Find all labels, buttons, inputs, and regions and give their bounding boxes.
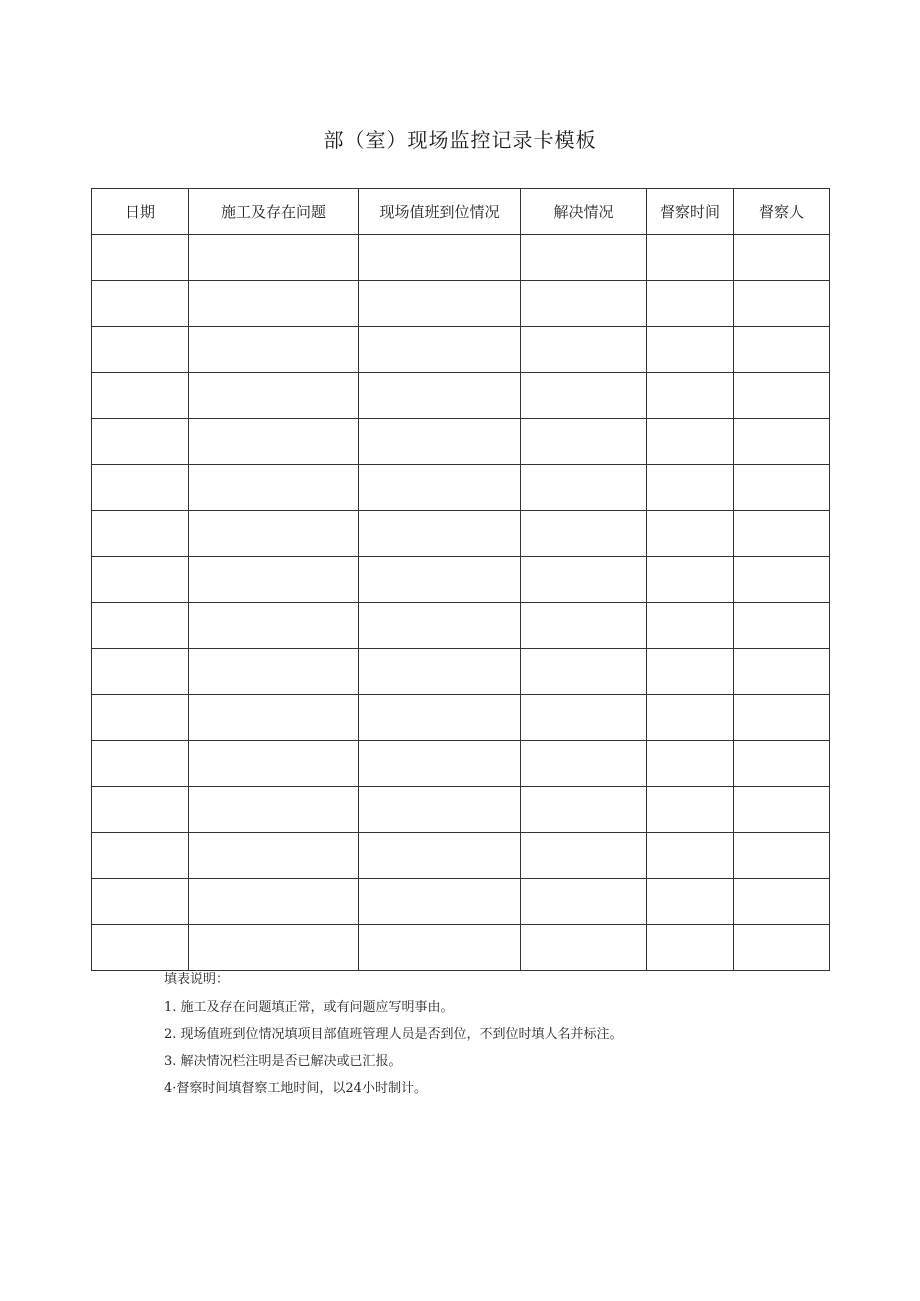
table-cell-date[interactable] — [92, 327, 189, 373]
table-cell-construction-issues[interactable] — [189, 649, 359, 695]
table-cell-date[interactable] — [92, 419, 189, 465]
table-row — [92, 373, 830, 419]
table-row — [92, 327, 830, 373]
table-cell-inspection-time[interactable] — [647, 373, 734, 419]
table-cell-resolution[interactable] — [521, 557, 647, 603]
table-row — [92, 741, 830, 787]
table-cell-resolution[interactable] — [521, 465, 647, 511]
table-cell-date[interactable] — [92, 879, 189, 925]
table-cell-date[interactable] — [92, 741, 189, 787]
table-cell-on-duty-status[interactable] — [359, 235, 521, 281]
table-cell-construction-issues[interactable] — [189, 511, 359, 557]
table-cell-inspection-time[interactable] — [647, 281, 734, 327]
column-header-date: 日期 — [92, 189, 189, 235]
table-cell-inspection-time[interactable] — [647, 649, 734, 695]
table-cell-resolution[interactable] — [521, 787, 647, 833]
table-row — [92, 649, 830, 695]
table-cell-resolution[interactable] — [521, 373, 647, 419]
table-cell-on-duty-status[interactable] — [359, 373, 521, 419]
table-cell-inspection-time[interactable] — [647, 557, 734, 603]
table-cell-inspection-time[interactable] — [647, 465, 734, 511]
table-cell-inspection-time[interactable] — [647, 511, 734, 557]
table-cell-on-duty-status[interactable] — [359, 281, 521, 327]
table-cell-inspector[interactable] — [734, 511, 830, 557]
instruction-item-4: 4·督察时间填督察工地时间，以24小时制计。 — [164, 1081, 427, 1096]
table-cell-date[interactable] — [92, 373, 189, 419]
table-cell-on-duty-status[interactable] — [359, 465, 521, 511]
table-cell-date[interactable] — [92, 695, 189, 741]
table-cell-inspector[interactable] — [734, 741, 830, 787]
table-cell-construction-issues[interactable] — [189, 925, 359, 971]
table-cell-on-duty-status[interactable] — [359, 649, 521, 695]
table-cell-resolution[interactable] — [521, 695, 647, 741]
table-cell-inspection-time[interactable] — [647, 741, 734, 787]
table-cell-on-duty-status[interactable] — [359, 603, 521, 649]
table-row — [92, 235, 830, 281]
table-cell-inspector[interactable] — [734, 787, 830, 833]
table-cell-inspection-time[interactable] — [647, 327, 734, 373]
table-cell-inspector[interactable] — [734, 833, 830, 879]
table-cell-construction-issues[interactable] — [189, 419, 359, 465]
table-cell-inspector[interactable] — [734, 925, 830, 971]
table-row — [92, 879, 830, 925]
column-header-construction-issues: 施工及存在问题 — [189, 189, 359, 235]
table-row — [92, 281, 830, 327]
column-header-on-duty-status: 现场值班到位情况 — [359, 189, 521, 235]
table-cell-date[interactable] — [92, 787, 189, 833]
table-cell-inspection-time[interactable] — [647, 603, 734, 649]
table-cell-on-duty-status[interactable] — [359, 925, 521, 971]
table-cell-date[interactable] — [92, 465, 189, 511]
table-cell-resolution[interactable] — [521, 603, 647, 649]
table-cell-construction-issues[interactable] — [189, 235, 359, 281]
table-cell-inspector[interactable] — [734, 695, 830, 741]
table-cell-inspector[interactable] — [734, 327, 830, 373]
table-cell-date[interactable] — [92, 649, 189, 695]
table-cell-on-duty-status[interactable] — [359, 741, 521, 787]
table-cell-construction-issues[interactable] — [189, 695, 359, 741]
table-cell-construction-issues[interactable] — [189, 465, 359, 511]
instruction-item-3: 3. 解决情况栏注明是否已解决或已汇报。 — [164, 1054, 402, 1069]
table-cell-inspector[interactable] — [734, 465, 830, 511]
table-cell-date[interactable] — [92, 511, 189, 557]
column-header-inspection-time: 督察时间 — [647, 189, 734, 235]
table-cell-resolution[interactable] — [521, 327, 647, 373]
table-cell-on-duty-status[interactable] — [359, 557, 521, 603]
table-cell-construction-issues[interactable] — [189, 373, 359, 419]
table-row — [92, 787, 830, 833]
table-row — [92, 419, 830, 465]
form-instructions — [164, 968, 844, 1107]
table-cell-resolution[interactable] — [521, 741, 647, 787]
table-row — [92, 603, 830, 649]
table-cell-on-duty-status[interactable] — [359, 327, 521, 373]
table-cell-construction-issues[interactable] — [189, 879, 359, 925]
table-cell-inspector[interactable] — [734, 649, 830, 695]
table-cell-date[interactable] — [92, 603, 189, 649]
table-cell-inspection-time[interactable] — [647, 419, 734, 465]
table-cell-inspector[interactable] — [734, 879, 830, 925]
table-row — [92, 511, 830, 557]
table-row — [92, 465, 830, 511]
table-cell-resolution[interactable] — [521, 833, 647, 879]
table-cell-inspector[interactable] — [734, 373, 830, 419]
table-cell-construction-issues[interactable] — [189, 557, 359, 603]
instruction-item-1: 1. 施工及存在问题填正常，或有问题应写明事由。 — [164, 1000, 454, 1015]
table-cell-on-duty-status[interactable] — [359, 695, 521, 741]
table-cell-date[interactable] — [92, 281, 189, 327]
table-cell-inspection-time[interactable] — [647, 695, 734, 741]
table-cell-on-duty-status[interactable] — [359, 511, 521, 557]
table-cell-inspector[interactable] — [734, 557, 830, 603]
table-cell-inspection-time[interactable] — [647, 235, 734, 281]
table-cell-construction-issues[interactable] — [189, 327, 359, 373]
table-row — [92, 833, 830, 879]
table-header-row — [92, 189, 830, 235]
instructions-heading: 填表说明： — [164, 972, 230, 987]
table-cell-construction-issues[interactable] — [189, 787, 359, 833]
table-cell-construction-issues[interactable] — [189, 833, 359, 879]
table-row — [92, 695, 830, 741]
table-cell-construction-issues[interactable] — [189, 603, 359, 649]
table-row — [92, 557, 830, 603]
document-title: 部（室）现场监控记录卡模板 — [323, 128, 597, 152]
table-cell-date[interactable] — [92, 925, 189, 971]
table-cell-on-duty-status[interactable] — [359, 419, 521, 465]
table-cell-resolution[interactable] — [521, 235, 647, 281]
table-cell-inspection-time[interactable] — [647, 787, 734, 833]
table-cell-inspection-time[interactable] — [647, 879, 734, 925]
table-cell-inspection-time[interactable] — [647, 925, 734, 971]
table-cell-resolution[interactable] — [521, 419, 647, 465]
table-cell-on-duty-status[interactable] — [359, 879, 521, 925]
table-cell-resolution[interactable] — [521, 925, 647, 971]
table-cell-inspector[interactable] — [734, 603, 830, 649]
table-row — [92, 925, 830, 971]
table-cell-inspector[interactable] — [734, 235, 830, 281]
table-cell-inspection-time[interactable] — [647, 833, 734, 879]
table-cell-construction-issues[interactable] — [189, 281, 359, 327]
table-cell-resolution[interactable] — [521, 649, 647, 695]
column-header-inspector: 督察人 — [734, 189, 830, 235]
table-cell-inspector[interactable] — [734, 281, 830, 327]
table-cell-date[interactable] — [92, 235, 189, 281]
table-cell-resolution[interactable] — [521, 511, 647, 557]
table-cell-construction-issues[interactable] — [189, 741, 359, 787]
table-cell-date[interactable] — [92, 833, 189, 879]
instruction-item-2: 2. 现场值班到位情况填项目部值班管理人员是否到位，不到位时填人名并标注。 — [164, 1027, 623, 1042]
table-cell-date[interactable] — [92, 557, 189, 603]
table-cell-on-duty-status[interactable] — [359, 833, 521, 879]
table-cell-on-duty-status[interactable] — [359, 787, 521, 833]
table-cell-resolution[interactable] — [521, 879, 647, 925]
monitoring-record-table — [91, 188, 830, 971]
table-cell-inspector[interactable] — [734, 419, 830, 465]
column-header-resolution: 解决情况 — [521, 189, 647, 235]
table-body — [92, 235, 830, 971]
table-cell-resolution[interactable] — [521, 281, 647, 327]
